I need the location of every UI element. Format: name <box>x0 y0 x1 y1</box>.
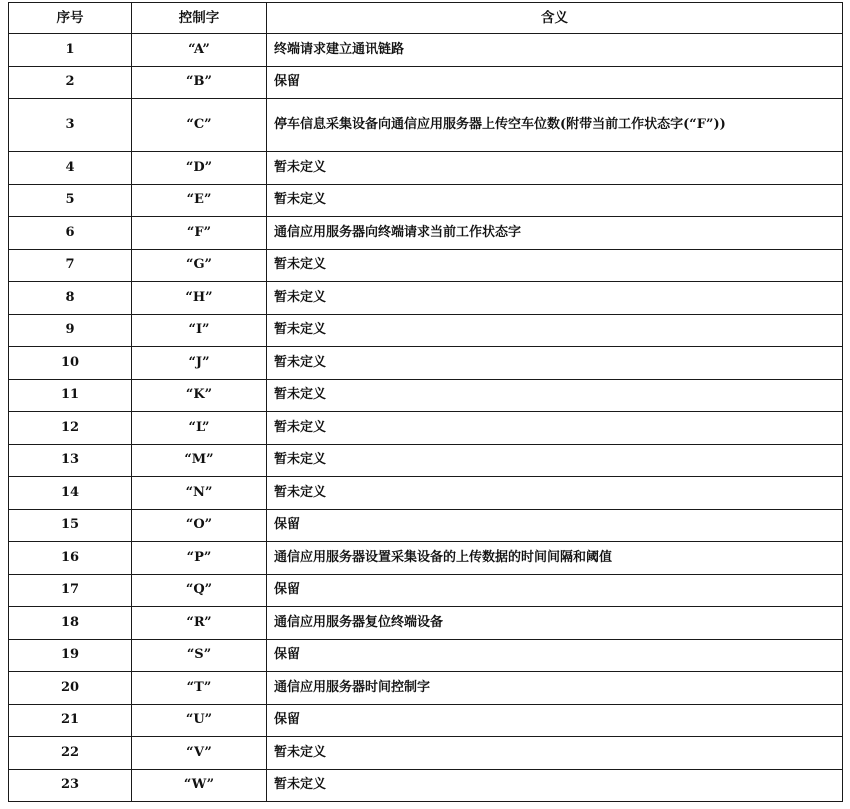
row-control-word: “T” <box>132 672 267 705</box>
header-serial-number: 序号 <box>9 3 132 34</box>
table-row <box>9 672 843 705</box>
table-row <box>9 152 843 185</box>
row-meaning: 通信应用服务器复位终端设备 <box>267 607 843 640</box>
row-control-word: “H” <box>132 282 267 315</box>
table-row <box>9 477 843 510</box>
row-control-word: “A” <box>132 34 267 67</box>
row-serial-number: 20 <box>9 672 132 705</box>
row-serial-number: 3 <box>9 99 132 152</box>
row-serial-number: 9 <box>9 314 132 347</box>
row-control-word: “K” <box>132 379 267 412</box>
control-word-table <box>8 2 843 802</box>
table-row <box>9 249 843 282</box>
header-control-word: 控制字 <box>132 3 267 34</box>
table-row <box>9 769 843 802</box>
table-row <box>9 704 843 737</box>
table-row <box>9 737 843 770</box>
row-meaning: 暂未定义 <box>267 379 843 412</box>
row-meaning: 通信应用服务器时间控制字 <box>267 672 843 705</box>
row-control-word: “S” <box>132 639 267 672</box>
table-row <box>9 379 843 412</box>
row-serial-number: 4 <box>9 152 132 185</box>
row-control-word: “D” <box>132 152 267 185</box>
row-meaning: 保留 <box>267 509 843 542</box>
row-meaning: 暂未定义 <box>267 444 843 477</box>
row-meaning: 保留 <box>267 574 843 607</box>
row-control-word: “I” <box>132 314 267 347</box>
row-serial-number: 10 <box>9 347 132 380</box>
row-control-word: “L” <box>132 412 267 445</box>
row-serial-number: 19 <box>9 639 132 672</box>
row-control-word: “J” <box>132 347 267 380</box>
row-meaning: 通信应用服务器向终端请求当前工作状态字 <box>267 217 843 250</box>
row-serial-number: 16 <box>9 542 132 575</box>
table-row <box>9 99 843 152</box>
table-row <box>9 34 843 67</box>
table-row <box>9 542 843 575</box>
row-serial-number: 11 <box>9 379 132 412</box>
row-control-word: “V” <box>132 737 267 770</box>
row-serial-number: 13 <box>9 444 132 477</box>
row-control-word: “B” <box>132 66 267 99</box>
row-serial-number: 18 <box>9 607 132 640</box>
row-serial-number: 7 <box>9 249 132 282</box>
row-meaning: 暂未定义 <box>267 282 843 315</box>
table-row <box>9 444 843 477</box>
row-control-word: “F” <box>132 217 267 250</box>
table-row <box>9 509 843 542</box>
row-meaning: 暂未定义 <box>267 249 843 282</box>
row-serial-number: 8 <box>9 282 132 315</box>
row-serial-number: 22 <box>9 737 132 770</box>
table-row <box>9 574 843 607</box>
row-serial-number: 23 <box>9 769 132 802</box>
row-serial-number: 12 <box>9 412 132 445</box>
row-control-word: “W” <box>132 769 267 802</box>
row-control-word: “U” <box>132 704 267 737</box>
row-meaning: 停车信息采集设备向通信应用服务器上传空车位数(附带当前工作状态字(“F”)) <box>267 99 843 152</box>
row-serial-number: 14 <box>9 477 132 510</box>
row-serial-number: 5 <box>9 184 132 217</box>
row-serial-number: 2 <box>9 66 132 99</box>
row-meaning: 暂未定义 <box>267 347 843 380</box>
row-meaning: 保留 <box>267 704 843 737</box>
row-meaning: 暂未定义 <box>267 152 843 185</box>
row-control-word: “P” <box>132 542 267 575</box>
row-meaning: 暂未定义 <box>267 737 843 770</box>
row-meaning: 暂未定义 <box>267 412 843 445</box>
row-control-word: “O” <box>132 509 267 542</box>
table-row <box>9 282 843 315</box>
row-control-word: “G” <box>132 249 267 282</box>
table-row <box>9 412 843 445</box>
row-control-word: “Q” <box>132 574 267 607</box>
table-row <box>9 314 843 347</box>
row-control-word: “R” <box>132 607 267 640</box>
table-row <box>9 184 843 217</box>
table-row <box>9 66 843 99</box>
row-meaning: 通信应用服务器设置采集设备的上传数据的时间间隔和阈值 <box>267 542 843 575</box>
row-control-word: “E” <box>132 184 267 217</box>
row-serial-number: 6 <box>9 217 132 250</box>
header-meaning: 含义 <box>267 3 843 34</box>
table-row <box>9 639 843 672</box>
row-meaning: 暂未定义 <box>267 769 843 802</box>
table-header-row <box>9 3 843 34</box>
row-control-word: “C” <box>132 99 267 152</box>
row-serial-number: 15 <box>9 509 132 542</box>
row-meaning: 暂未定义 <box>267 184 843 217</box>
table-row <box>9 607 843 640</box>
row-meaning: 保留 <box>267 66 843 99</box>
row-control-word: “N” <box>132 477 267 510</box>
row-meaning: 暂未定义 <box>267 314 843 347</box>
control-word-table-container <box>8 2 842 802</box>
row-meaning: 保留 <box>267 639 843 672</box>
row-control-word: “M” <box>132 444 267 477</box>
table-row <box>9 217 843 250</box>
row-meaning: 终端请求建立通讯链路 <box>267 34 843 67</box>
row-serial-number: 21 <box>9 704 132 737</box>
row-serial-number: 1 <box>9 34 132 67</box>
table-body <box>9 34 843 802</box>
row-serial-number: 17 <box>9 574 132 607</box>
row-meaning: 暂未定义 <box>267 477 843 510</box>
table-row <box>9 347 843 380</box>
